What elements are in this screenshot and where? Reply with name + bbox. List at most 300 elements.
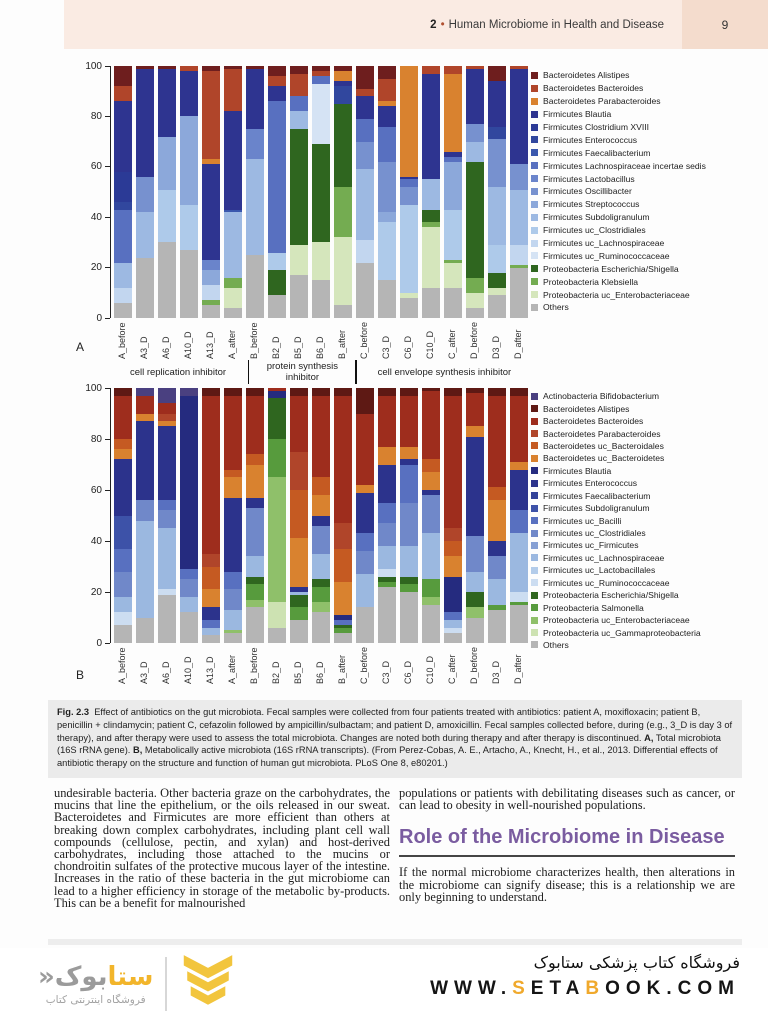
- x-label-A6_D: A6_D: [161, 661, 171, 685]
- legend-swatch-icon: [531, 304, 538, 311]
- legend-swatch-icon: [531, 617, 538, 624]
- bar-segment: [290, 607, 308, 620]
- bar-segment: [202, 628, 220, 636]
- x-label-A13_D: A13_D: [205, 331, 215, 360]
- bar-segment: [378, 587, 396, 643]
- stacked-bar-A_after: [224, 66, 242, 318]
- legend-swatch-icon: [531, 442, 538, 449]
- legend-item: [531, 237, 767, 250]
- bar-segment: [378, 388, 396, 396]
- bar-segment: [356, 574, 374, 607]
- legend-swatch-icon: [531, 430, 538, 437]
- bar-segment: [488, 66, 506, 81]
- x-label-B2_D: B2_D: [271, 336, 281, 360]
- bar-segment: [510, 470, 528, 511]
- right-column-paragraph-1: populations or patients with debilitating diseases such as cancer, or can lead to obesity in well-nourished populations.: [399, 786, 735, 813]
- legend-label: Firmicutes uc_Lachnospiraceae: [543, 238, 665, 249]
- bar-segment: [180, 116, 198, 204]
- bar-segment: [158, 510, 176, 528]
- stacked-bar-C10_D: [422, 388, 440, 643]
- setabook-wordmark: [38, 962, 153, 992]
- stacked-bar-A6_D: [158, 388, 176, 643]
- bar-segment: [114, 288, 132, 303]
- bar-segment: [378, 106, 396, 126]
- bar-segment: [422, 179, 440, 209]
- legend-swatch-icon: [531, 604, 538, 611]
- bar-segment: [224, 111, 242, 209]
- legend-item: [531, 301, 767, 314]
- bar-segment: [334, 396, 352, 524]
- content-bottom-strip: [48, 939, 742, 945]
- legend-item: [531, 146, 767, 159]
- legend-label: Firmicutes Enterococcus: [543, 478, 638, 489]
- bar-segment: [444, 612, 462, 620]
- legend-item: [531, 95, 767, 108]
- legend-swatch-icon: [531, 85, 538, 92]
- stacked-bar-C6_D: [400, 388, 418, 643]
- legend-item: [531, 589, 767, 601]
- stacked-bar-B_before: [246, 388, 264, 643]
- bar-segment: [158, 403, 176, 413]
- x-label-A3_D: A3_D: [139, 661, 149, 685]
- bar-segment: [158, 242, 176, 318]
- bar-segment: [136, 421, 154, 500]
- chart-a-legend: [531, 69, 767, 314]
- bar-segment: [466, 162, 484, 278]
- bar-segment: [224, 288, 242, 308]
- bar-segment: [334, 187, 352, 237]
- bar-segment: [202, 589, 220, 607]
- bar-segment: [312, 554, 330, 580]
- bar-segment: [356, 493, 374, 534]
- legend-label: Others: [543, 639, 569, 650]
- setabook-logo: [38, 954, 237, 1014]
- bar-segment: [312, 144, 330, 242]
- bar-segment: [268, 391, 286, 399]
- bar-segment: [114, 549, 132, 572]
- bar-segment: [312, 280, 330, 318]
- x-label-D_after: D_after: [513, 654, 523, 685]
- bar-segment: [510, 592, 528, 602]
- bar-segment: [378, 222, 396, 280]
- legend-label: Firmicutes Blautia: [543, 465, 612, 476]
- legend-item: [531, 490, 767, 502]
- chart-b-plot: [110, 388, 532, 643]
- bar-segment: [488, 487, 506, 500]
- legend-label: Proteobacteria Escherichia/Shigella: [543, 263, 679, 274]
- bar-segment: [268, 253, 286, 271]
- bar-segment: [224, 572, 242, 590]
- bar-segment: [114, 625, 132, 643]
- bar-segment: [444, 541, 462, 556]
- legend-item: [531, 275, 767, 288]
- x-label-A10_D: A10_D: [183, 656, 193, 685]
- legend-label: Others: [543, 302, 569, 313]
- bar-segment: [202, 305, 220, 318]
- bar-segment: [136, 212, 154, 257]
- legend-item: [531, 224, 767, 237]
- footer-right: [430, 953, 740, 1000]
- bar-segment: [466, 618, 484, 644]
- logo-subtitle: فروشگاه اینترنتی کتاب: [45, 994, 146, 1006]
- bar-segment: [444, 288, 462, 318]
- bar-segment: [158, 595, 176, 643]
- y-tick-40: 40: [91, 536, 110, 546]
- bar-segment: [246, 498, 264, 508]
- legend-swatch-icon: [531, 72, 538, 79]
- stacked-bar-D_after: [510, 66, 528, 318]
- bar-segment: [488, 81, 506, 126]
- bar-segment: [136, 177, 154, 212]
- bar-segment: [488, 579, 506, 605]
- bar-segment: [312, 612, 330, 643]
- bar-segment: [202, 164, 220, 260]
- legend-swatch-icon: [531, 240, 538, 247]
- bar-segment: [444, 396, 462, 529]
- y-tick-40: 40: [91, 212, 110, 222]
- x-label-B2_D: B2_D: [271, 661, 281, 685]
- bar-segment: [510, 396, 528, 462]
- right-column: [399, 787, 735, 909]
- bar-segment: [422, 459, 440, 472]
- legend-swatch-icon: [531, 393, 538, 400]
- bar-segment: [444, 263, 462, 288]
- bar-segment: [246, 556, 264, 576]
- x-label-B_before: B_before: [249, 647, 259, 685]
- x-label-C_after: C_after: [447, 654, 457, 685]
- legend-swatch-icon: [531, 542, 538, 549]
- bar-segment: [202, 71, 220, 159]
- legend-label: Bacteroidetes Parabacteroides: [543, 428, 661, 439]
- bar-segment: [312, 388, 330, 396]
- legend-label: Firmicutes Subdoligranulum: [543, 212, 650, 223]
- x-label-D_after: D_after: [513, 329, 523, 360]
- antibiotic-class-row: [108, 359, 532, 385]
- bar-segment: [290, 66, 308, 74]
- x-label-D3_D: D3_D: [491, 661, 501, 685]
- bar-segment: [158, 137, 176, 190]
- stacked-bar-B_after: [334, 66, 352, 318]
- bar-segment: [356, 89, 374, 97]
- bar-segment: [312, 396, 330, 478]
- bar-segment: [334, 633, 352, 643]
- legend-label: Firmicutes Lachnospiraceae incertae sedis: [543, 160, 706, 171]
- legend-item: [531, 539, 767, 551]
- bar-segment: [290, 129, 308, 245]
- stacked-bar-B_before: [246, 66, 264, 318]
- url-prefix: WWW.: [430, 978, 513, 999]
- caption-b-text: Metabolically active microbiota (16S rRNA transcripts).: [144, 745, 370, 756]
- legend-item: [531, 82, 767, 95]
- url-s: S: [512, 978, 531, 999]
- legend-label: Firmicutes Blautia: [543, 109, 612, 120]
- bar-segment: [444, 556, 462, 576]
- legend-item: [531, 121, 767, 134]
- bar-segment: [114, 516, 132, 549]
- bar-segment: [510, 533, 528, 592]
- bar-segment: [114, 388, 132, 396]
- bar-segment: [510, 164, 528, 189]
- bar-segment: [180, 612, 198, 643]
- legend-item: [531, 477, 767, 489]
- chart-a-x-labels: [110, 322, 531, 359]
- url-eta: ETA: [530, 978, 586, 999]
- bar-segment: [180, 205, 198, 250]
- legend-swatch-icon: [531, 124, 538, 131]
- bar-segment: [422, 579, 440, 597]
- bar-segment: [202, 635, 220, 643]
- bar-segment: [488, 388, 506, 396]
- y-tick-60: 60: [91, 485, 110, 495]
- caption-source: (From Perez-Cobas, A. E., Artacho, A., Knecht, H., et al., 2013. Differential effects of antibiotic therapy on the structure and function of human gut microbiota. PLoS One 8, e80201.): [57, 745, 718, 769]
- bar-segment: [246, 388, 264, 396]
- bar-segment: [268, 602, 286, 628]
- bar-segment: [180, 250, 198, 318]
- legend-label: Firmicutes Oscillibacter: [543, 186, 632, 197]
- stacked-bar-D_before: [466, 388, 484, 643]
- bar-segment: [158, 528, 176, 589]
- bar-segment: [290, 388, 308, 396]
- group-cell-replication: cell replication inhibitor: [129, 366, 227, 378]
- legend-label: Bacteroidetes uc_Bacteroidales: [543, 440, 664, 451]
- stacked-bar-A_after: [224, 388, 242, 643]
- bar-segment: [334, 388, 352, 396]
- legend-label: Proteobacteria Salmonella: [543, 602, 644, 613]
- panel-b-label: B: [76, 668, 85, 682]
- legend-label: Firmicutes uc_Lactobacillales: [543, 565, 656, 576]
- legend-label: Firmicutes Clostridium XVIII: [543, 122, 650, 132]
- legend-swatch-icon: [531, 505, 538, 512]
- panel-a-label: A: [76, 340, 85, 354]
- bar-segment: [114, 202, 132, 210]
- chart-a-y-axis: [74, 60, 110, 324]
- bar-segment: [312, 526, 330, 554]
- legend-item: [531, 527, 767, 539]
- bar-segment: [114, 612, 132, 625]
- bar-segment: [510, 510, 528, 533]
- bar-segment: [356, 263, 374, 318]
- bar-segment: [378, 546, 396, 569]
- legend-label: Actinobacteria Bifidobacterium: [543, 391, 660, 402]
- legend-label: Firmicutes Enterococcus: [543, 134, 638, 145]
- legend-label: Firmicutes Subdoligranulum: [543, 503, 650, 514]
- bar-segment: [224, 396, 242, 470]
- bar-segment: [224, 212, 242, 278]
- stacked-bar-A10_D: [180, 66, 198, 318]
- bar-segment: [202, 260, 220, 270]
- x-label-C10_D: C10_D: [425, 331, 435, 360]
- legend-label: Firmicutes Faecalibacterium: [543, 147, 651, 158]
- bar-segment: [510, 388, 528, 396]
- stacked-bar-C10_D: [422, 66, 440, 318]
- legend-label: Proteobacteria uc_Gammaproteobacteria: [543, 627, 701, 638]
- legend-swatch-icon: [531, 592, 538, 599]
- bar-segment: [444, 528, 462, 541]
- bar-segment: [488, 396, 506, 488]
- bar-segment: [400, 592, 418, 643]
- bar-segment: [268, 86, 286, 101]
- bar-segment: [466, 278, 484, 293]
- legend-item: [531, 626, 767, 638]
- legend-swatch-icon: [531, 227, 538, 234]
- legend-swatch-icon: [531, 492, 538, 499]
- bar-segment: [356, 414, 374, 485]
- x-label-C_after: C_after: [447, 329, 457, 360]
- bar-segment: [312, 495, 330, 515]
- wordmark-guillemet: «: [38, 962, 55, 992]
- bar-segment: [378, 569, 396, 577]
- bar-segment: [400, 396, 418, 447]
- legend-label: Bacteroidetes Alistipes: [543, 403, 630, 414]
- bar-segment: [136, 414, 154, 422]
- bar-segment: [400, 503, 418, 546]
- bar-segment: [290, 74, 308, 97]
- url-b: B: [585, 978, 606, 999]
- x-label-C3_D: C3_D: [381, 661, 391, 685]
- bar-segment: [356, 119, 374, 142]
- watermark-footer: [0, 948, 768, 1023]
- bar-segment: [334, 86, 352, 104]
- bar-segment: [488, 610, 506, 643]
- bar-segment: [268, 477, 286, 602]
- legend-item: [531, 185, 767, 198]
- bar-segment: [114, 597, 132, 612]
- legend-swatch-icon: [531, 291, 538, 298]
- bar-segment: [224, 498, 242, 572]
- legend-label: Firmicutes uc_Lachnospiraceae: [543, 552, 665, 563]
- bar-segment: [114, 303, 132, 318]
- bar-segment: [268, 66, 286, 76]
- bar-segment: [312, 516, 330, 526]
- logo-divider: [165, 957, 167, 1011]
- bar-segment: [488, 273, 506, 288]
- bar-segment: [400, 577, 418, 585]
- legend-swatch-icon: [531, 480, 538, 487]
- stacked-bar-C_after: [444, 66, 462, 318]
- x-label-A13_D: A13_D: [205, 656, 215, 685]
- stacked-bar-B6_D: [312, 388, 330, 643]
- bar-segment: [136, 258, 154, 318]
- figure-label: Fig. 2.3: [57, 707, 90, 717]
- bar-segment: [180, 396, 198, 569]
- setabook-chevron-logo-icon: [179, 954, 237, 1014]
- bar-segment: [510, 605, 528, 643]
- bar-segment: [488, 139, 506, 187]
- bar-segment: [422, 227, 440, 287]
- bar-segment: [422, 74, 440, 180]
- legend-swatch-icon: [531, 188, 538, 195]
- bar-segment: [378, 447, 396, 465]
- bar-segment: [290, 538, 308, 586]
- bar-segment: [378, 127, 396, 162]
- legend-item: [531, 427, 767, 439]
- group-cell-envelope: cell envelope synthesis inhibitor: [377, 366, 512, 378]
- bar-segment: [356, 551, 374, 574]
- bar-segment: [312, 477, 330, 495]
- stacked-bar-D_before: [466, 66, 484, 318]
- bar-segment: [202, 388, 220, 396]
- x-label-A6_D: A6_D: [161, 336, 171, 360]
- bar-segment: [290, 111, 308, 129]
- body-text: [54, 787, 736, 909]
- legend-item: [531, 465, 767, 477]
- legend-item: [531, 402, 767, 414]
- stacked-bar-B5_D: [290, 66, 308, 318]
- bar-segment: [356, 66, 374, 89]
- stacked-bar-D3_D: [488, 66, 506, 318]
- bar-segment: [444, 74, 462, 152]
- y-tick-20: 20: [91, 263, 110, 273]
- bar-segment: [202, 285, 220, 300]
- legend-label: Firmicutes uc_Clostridiales: [543, 225, 646, 236]
- setabook-logo-text: [38, 962, 153, 1006]
- legend-item: [531, 514, 767, 526]
- bar-segment: [444, 210, 462, 260]
- legend-item: [531, 262, 767, 275]
- page-number: 9: [721, 17, 729, 32]
- bar-segment: [246, 607, 264, 643]
- bar-segment: [378, 503, 396, 523]
- legend-item: [531, 108, 767, 121]
- stacked-bar-B2_D: [268, 66, 286, 318]
- bar-segment: [158, 500, 176, 510]
- legend-label: Firmicutes uc_Ruminococcaceae: [543, 577, 670, 588]
- bar-segment: [400, 584, 418, 592]
- legend-swatch-icon: [531, 418, 538, 425]
- legend-label: Bacteroidetes Bacteroides: [543, 416, 644, 427]
- bar-segment: [422, 597, 440, 605]
- legend-swatch-icon: [531, 162, 538, 169]
- bar-segment: [290, 396, 308, 452]
- legend-item: [531, 639, 767, 651]
- bar-segment: [180, 579, 198, 597]
- legend-swatch-icon: [531, 149, 538, 156]
- bar-segment: [334, 305, 352, 318]
- bar-segment: [290, 595, 308, 608]
- legend-item: [531, 198, 767, 211]
- running-head: [64, 19, 682, 31]
- x-label-C6_D: C6_D: [403, 661, 413, 685]
- legend-item: [531, 69, 767, 82]
- bar-segment: [114, 449, 132, 459]
- bar-segment: [400, 465, 418, 503]
- bar-segment: [356, 485, 374, 493]
- legend-label: Proteobacteria Escherichia/Shigella: [543, 590, 679, 601]
- legend-item: [531, 552, 767, 564]
- bar-segment: [290, 245, 308, 275]
- bar-segment: [224, 477, 242, 497]
- chart-b-y-axis: [74, 382, 110, 649]
- bar-segment: [114, 572, 132, 598]
- bar-segment: [422, 533, 440, 579]
- bar-segment: [290, 490, 308, 538]
- bar-segment: [510, 268, 528, 318]
- legend-label: Proteobacteria uc_Enterobacteriaceae: [543, 289, 690, 300]
- bar-segment: [114, 396, 132, 439]
- legend-swatch-icon: [531, 252, 538, 259]
- bar-segment: [488, 187, 506, 245]
- right-column-paragraph-2: If the normal microbiome characterizes health, then alterations in the microbiome can signify disease; this is a relationship we are only beginning to understand.: [399, 865, 735, 904]
- bar-segment: [180, 597, 198, 612]
- bar-segment: [136, 500, 154, 520]
- bar-segment: [180, 388, 198, 396]
- stacked-bar-C6_D: [400, 66, 418, 318]
- stacked-bar-A6_D: [158, 66, 176, 318]
- bar-segment: [356, 142, 374, 170]
- bar-segment: [136, 521, 154, 618]
- bar-segment: [246, 255, 264, 318]
- legend-item: [531, 614, 767, 626]
